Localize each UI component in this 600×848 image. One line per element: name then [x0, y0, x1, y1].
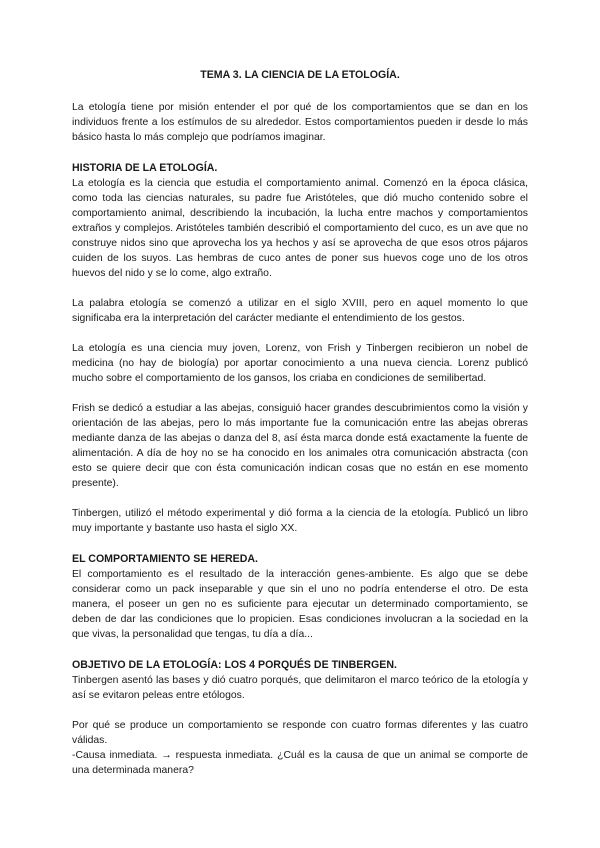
paragraph: -Causa inmediata. → respuesta inmediata. ¿Cuál es la causa de que un animal se comporte de una determinada manera? — [72, 750, 528, 776]
section-objetivo — [72, 658, 528, 778]
paragraph: La palabra etología se comenzó a utilizar en el siglo XVIII, pero en aquel momento lo que significaba era la interpretación del carácter mediante el entendimiento de los gestos. — [72, 298, 528, 324]
paragraph: Tinbergen, utilizó el método experimental y dió forma a la ciencia de la etología. Publicó un libro muy importante y bastante uso hasta el siglo XX. — [72, 508, 528, 534]
section-heading: EL COMPORTAMIENTO SE HEREDA. — [72, 553, 258, 565]
paragraph: El comportamiento es el resultado de la interacción genes-ambiente. Es algo que se debe considerar como un pack inseparable y que sin el uno no podría entenderse el otro. De esta manera, el poseer un gen no es suficiente para ejecutar un determinado comportamiento, se deben de dar las condiciones que lo propicien. Esas condiciones involucran a la sociedad en la que vivas, la personalidad que tengas, tu día a día... — [72, 569, 528, 640]
section-heading: HISTORIA DE LA ETOLOGÍA. — [72, 162, 218, 174]
section-comportamiento — [72, 552, 528, 642]
page-title: TEMA 3. LA CIENCIA DE LA ETOLOGÍA. — [200, 69, 400, 81]
paragraph: Frish se dedicó a estudiar a las abejas, consiguió hacer grandes descubrimientos como la visión y orientación de las abejas, pero lo más importante fue la comunicación entre las abejas obreras mediante danza de las abejas o danza del 8, así ésta marca donde está exactamente la fuente de alimentación. A día de hoy no se ha conocido en los animales otra comunicación abstracta (con esto se quiere decir que con ésta comunicación indican cosas que no están en ese momento presente). — [72, 403, 528, 489]
intro-paragraph: La etología tiene por misión entender el por qué de los comportamientos que se dan en los individuos frente a los estímulos de su alrededor. Estos comportamientos pueden ir desde lo más básico hasta lo más complejo que podríamos imaginar. — [72, 102, 528, 143]
section-heading: OBJETIVO DE LA ETOLOGÍA: LOS 4 PORQUÉS DE TINBERGEN. — [72, 659, 397, 671]
paragraph: La etología es una ciencia muy joven, Lorenz, von Frish y Tinbergen recibieron un nobel de medicina (no hay de biología) por aportar conocimiento a una nueva ciencia. Lorenz publicó mucho sobre el comportamiento de los gansos, los criaba en condiciones de semilibertad. — [72, 343, 528, 384]
paragraph: Tinbergen asentó las bases y dió cuatro porqués, que delimitaron el marco teórico de la etología y así se evitaron peleas entre etólogos. — [72, 675, 528, 701]
section-historia — [72, 161, 528, 536]
paragraph: La etología es la ciencia que estudia el comportamiento animal. Comenzó en la época clásica, como toda las ciencias naturales, su padre fue Aristóteles, que dió mucho contenido sobre el comportamiento animal, describiendo la incubación, la lucha entre machos y comportamientos extraños y complejos. Aristóteles también describió el comportamiento del cuco, es un ave que no construye nidos sino que aprovecha los ya hechos y así se aprovecha de que esos otros pájaros cuiden de los suyos. Las hembras de cuco antes de poner sus huevos coge uno de los otros huevos del nido y se lo come, algo extraño. — [72, 178, 528, 279]
paragraph: Por qué se produce un comportamiento se responde con cuatro formas diferentes y las cuatro válidas. — [72, 720, 528, 746]
document-body — [72, 68, 528, 778]
